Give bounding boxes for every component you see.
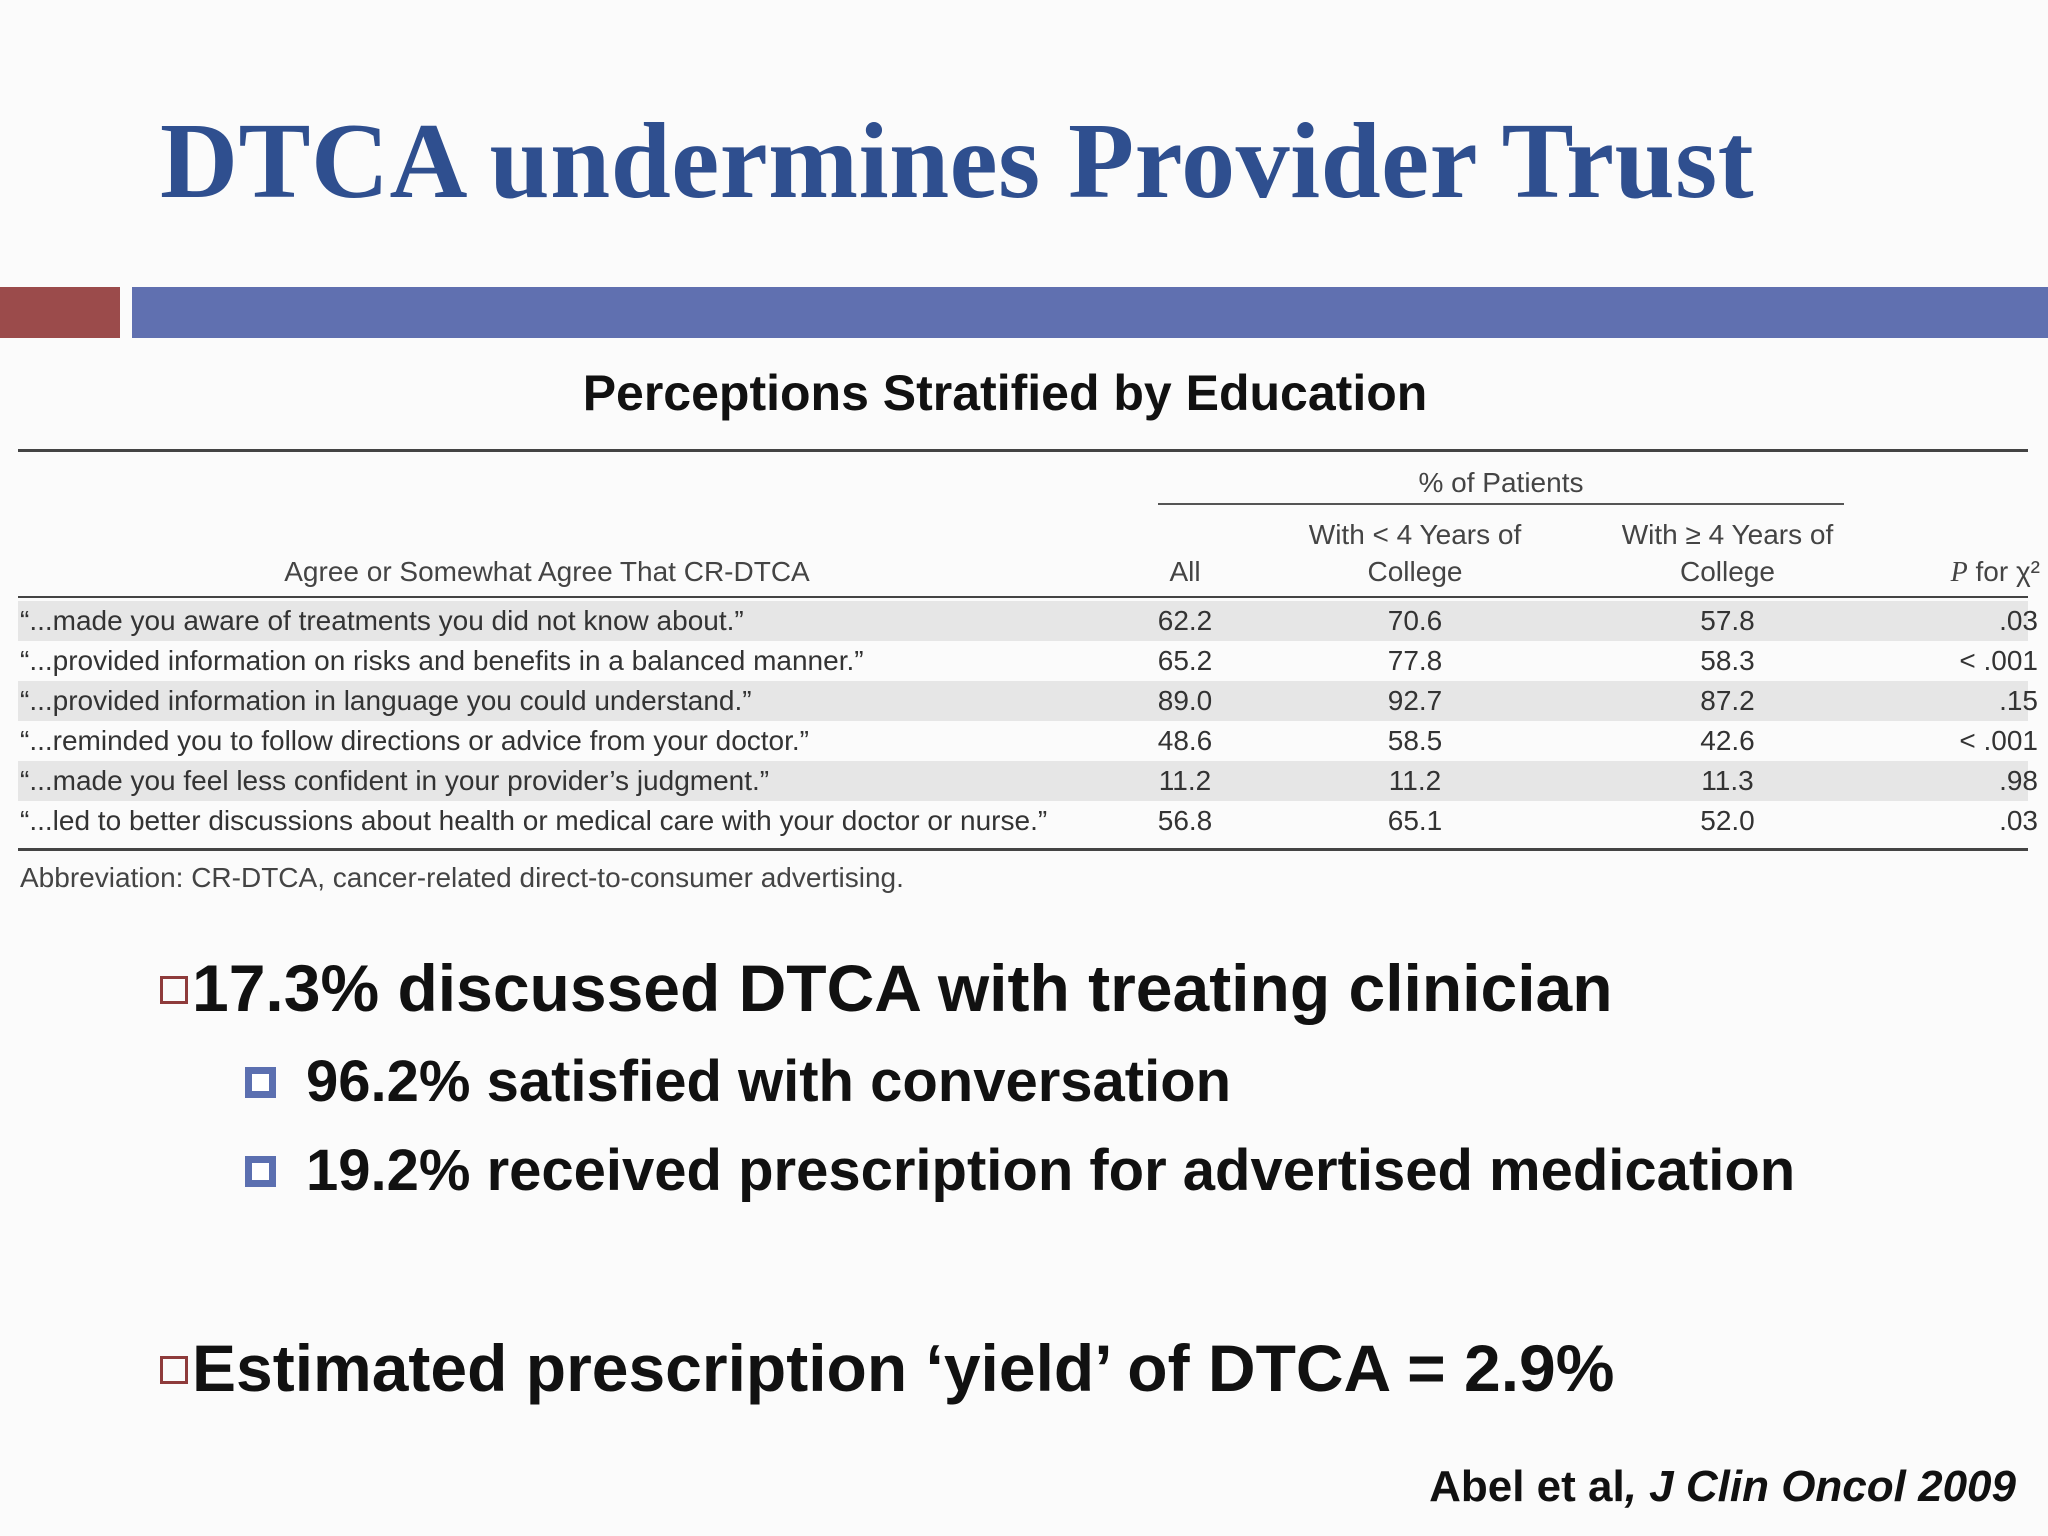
row-p: .15	[1999, 685, 2038, 716]
row-lt4: 70.6	[1387, 605, 1443, 636]
row-statement: “...led to better discussions about health or medical care with your doctor or nurse.”	[20, 805, 1048, 836]
header-bottom-rule	[18, 596, 2028, 598]
slide-title: DTCA undermines Provider Trust	[160, 102, 1755, 221]
row-p: .98	[1999, 765, 2038, 796]
row-statement: “...made you feel less confident in your provider’s judgment.”	[20, 765, 770, 796]
bullet-main-2-text: Estimated prescription ‘yield’ of DTCA = 2.9%	[192, 1331, 1615, 1405]
row-lt4: 58.5	[1387, 725, 1443, 756]
bullet-sub-1-text: 96.2% satisfied with conversation	[306, 1049, 1232, 1114]
row-all: 48.6	[1157, 725, 1213, 756]
row-all: 11.2	[1158, 765, 1212, 796]
col-header-all: All	[1169, 556, 1201, 587]
row-statement: “...provided information on risks and benefits in a balanced manner.”	[20, 645, 864, 676]
row-all: 65.2	[1157, 645, 1213, 676]
table-row	[18, 681, 2038, 721]
stub-header: Agree or Somewhat Agree That CR-DTCA	[284, 556, 810, 587]
hollow-square-bullet-icon	[160, 1356, 188, 1384]
bullet-main-1-text: 17.3% discussed DTCA with treating clinician	[192, 951, 1613, 1025]
row-ge4: 58.3	[1700, 645, 1755, 676]
col-header-less-than-4-years	[1270, 516, 1560, 590]
col-header-lt4-line1: With < 4 Years of	[1308, 519, 1522, 550]
bullet-main-2	[160, 1330, 1614, 1406]
table-body	[18, 601, 2038, 841]
square-bullet-icon	[245, 1067, 276, 1098]
citation-authors: Abel et al	[1429, 1462, 1625, 1511]
table-top-rule	[18, 449, 2028, 452]
group-header: % of Patients	[1418, 467, 1584, 498]
row-lt4: 65.1	[1387, 805, 1443, 836]
citation	[1429, 1462, 2016, 1512]
group-header-rule	[1158, 503, 1844, 505]
row-p: .03	[1999, 605, 2038, 636]
row-all: 89.0	[1157, 685, 1213, 716]
col-header-4-plus-years	[1585, 516, 1870, 590]
accent-bar-red	[0, 287, 120, 338]
col-header-lt4-line2: College	[1367, 556, 1463, 587]
col-header-p-value	[1900, 553, 2040, 591]
row-statement: “...made you aware of treatments you did not know about.”	[20, 605, 744, 636]
table-row	[18, 801, 2038, 841]
bullet-sub-2	[245, 1137, 1795, 1204]
col-header-ge4-line2: College	[1680, 556, 1775, 587]
row-ge4: 42.6	[1700, 725, 1755, 756]
table-row	[18, 761, 2038, 801]
bullet-sub-1	[245, 1048, 1231, 1115]
row-p: < .001	[1959, 725, 2038, 756]
row-all: 56.8	[1157, 805, 1213, 836]
accent-bar-blue	[132, 287, 2048, 338]
col-header-ge4-line1: With ≥ 4 Years of	[1621, 519, 1834, 550]
bullet-sub-2-text: 19.2% received prescription for advertised medication	[306, 1138, 1796, 1203]
table-footnote: Abbreviation: CR-DTCA, cancer-related direct-to-consumer advertising.	[20, 862, 904, 893]
col-header-p-rest: for χ²	[1967, 556, 2040, 587]
row-p: < .001	[1959, 645, 2038, 676]
table-title: Perceptions Stratified by Education	[582, 365, 1428, 421]
hollow-square-bullet-icon	[160, 976, 188, 1004]
citation-journal: , J Clin Oncol 2009	[1624, 1462, 2016, 1511]
bullet-main-1	[160, 950, 1613, 1026]
table-row	[18, 601, 2038, 641]
row-statement: “...provided information in language you could understand.”	[20, 685, 752, 716]
row-ge4: 11.3	[1701, 765, 1754, 796]
row-p: .03	[1999, 805, 2038, 836]
row-lt4: 77.8	[1387, 645, 1443, 676]
table-row	[18, 721, 2038, 761]
row-ge4: 57.8	[1700, 605, 1755, 636]
row-ge4: 52.0	[1700, 805, 1755, 836]
col-header-p-italic: P	[1950, 557, 1968, 588]
table-bottom-rule	[18, 848, 2028, 851]
row-lt4: 11.2	[1388, 765, 1442, 796]
row-all: 62.2	[1157, 605, 1213, 636]
table-row	[18, 641, 2038, 681]
square-bullet-icon	[245, 1156, 276, 1187]
row-ge4: 87.2	[1700, 685, 1755, 716]
row-lt4: 92.7	[1387, 685, 1443, 716]
row-statement: “...reminded you to follow directions or advice from your doctor.”	[20, 725, 810, 756]
